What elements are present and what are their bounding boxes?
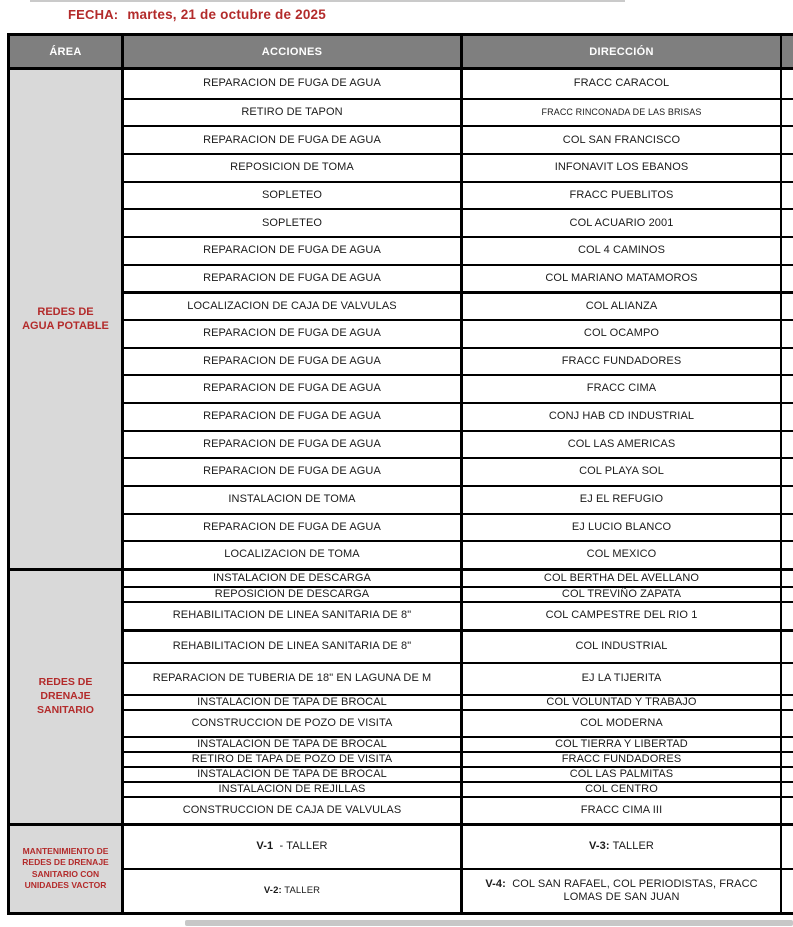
direccion-cell-prefix: V-3: (589, 840, 610, 853)
direccion-cell-text: COL MEXICO (586, 548, 657, 561)
accion-cell-prefix: V-2: (263, 885, 282, 897)
table-row (124, 70, 793, 98)
table-body (10, 70, 793, 912)
cutoff-cell (782, 266, 793, 292)
direccion-cell (463, 632, 782, 662)
direccion-cell-text: INFONAVIT LOS EBANOS (554, 161, 689, 174)
direccion-cell-text: COL SAN RAFAEL, COL PERIODISTAS, FRACC LOMAS DE SAN JUAN (505, 877, 761, 903)
direccion-cell-text: FRACC CIMA (586, 382, 657, 395)
accion-cell (124, 210, 463, 236)
accion-cell-text: INSTALACION DE TOMA (228, 493, 356, 506)
cutoff-cell (782, 70, 793, 98)
accion-cell-text: REHABILITACION DE LINEA SANITARIA DE 8" (172, 609, 412, 622)
direccion-cell-text: COL CAMPESTRE DEL RIO 1 (545, 609, 698, 622)
accion-cell (124, 376, 463, 402)
accion-cell (124, 783, 463, 796)
direccion-cell (463, 294, 782, 319)
accion-cell (124, 459, 463, 485)
direccion-cell-text: COL TREVIÑO ZAPATA (561, 587, 682, 600)
direccion-cell-text: COL SAN FRANCISCO (562, 133, 681, 146)
table-row (124, 571, 793, 586)
table-row (124, 601, 793, 629)
direccion-cell (463, 826, 782, 868)
scan-artifact-bottom (185, 920, 793, 926)
direccion-cell (463, 155, 782, 181)
direccion-cell (463, 183, 782, 209)
direccion-cell (463, 404, 782, 430)
accion-cell (124, 266, 463, 292)
accion-cell (124, 70, 463, 98)
direccion-cell (463, 603, 782, 629)
cutoff-cell (782, 696, 793, 709)
direccion-cell-text: CONJ HAB CD INDUSTRIAL (548, 410, 695, 423)
direccion-cell (463, 432, 782, 458)
direccion-cell (463, 711, 782, 736)
cutoff-cell (782, 100, 793, 126)
direccion-cell (463, 459, 782, 485)
direccion-cell-text: EJ EL REFUGIO (579, 493, 664, 506)
cutoff-cell (782, 321, 793, 347)
cutoff-cell (782, 155, 793, 181)
table-section-3 (10, 823, 793, 912)
accion-cell-text: - TALLER (273, 840, 328, 853)
table-row (124, 236, 793, 264)
section-rows (124, 571, 793, 823)
direccion-cell (463, 753, 782, 766)
table-row (124, 826, 793, 868)
accion-cell (124, 238, 463, 264)
schedule-table (7, 33, 793, 915)
fecha-value: martes, 21 de octubre de 2025 (127, 7, 326, 22)
accion-cell (124, 711, 463, 736)
fecha-label: FECHA: (68, 7, 119, 22)
accion-cell (124, 603, 463, 629)
cutoff-cell (782, 238, 793, 264)
cutoff-cell (782, 376, 793, 402)
table-header-row (10, 36, 793, 70)
accion-cell-text: REPARACION DE FUGA DE AGUA (203, 271, 381, 284)
direccion-cell-text: COL BERTHA DEL AVELLANO (543, 571, 700, 584)
table-row (124, 766, 793, 781)
section-rows (124, 826, 793, 912)
cutoff-cell (782, 826, 793, 868)
direccion-cell-prefix: V-4: (485, 877, 506, 890)
table-row (124, 98, 793, 126)
column-header-area: ÁREA (10, 36, 124, 67)
table-row (124, 694, 793, 709)
accion-cell-text: REPARACION DE FUGA DE AGUA (203, 244, 381, 257)
accion-cell (124, 664, 463, 694)
accion-cell (124, 588, 463, 601)
cutoff-cell (782, 664, 793, 694)
accion-cell-text: REPARACION DE FUGA DE AGUA (203, 465, 381, 478)
table-row (124, 125, 793, 153)
cutoff-cell (782, 768, 793, 781)
column-header-acciones: ACCIONES (124, 36, 463, 67)
table-row (124, 629, 793, 662)
accion-cell-text: LOCALIZACION DE CAJA DE VALVULAS (187, 299, 397, 312)
accion-cell (124, 632, 463, 662)
accion-cell-text: INSTALACION DE REJILLAS (218, 782, 366, 795)
cutoff-cell (782, 349, 793, 375)
cutoff-cell (782, 432, 793, 458)
accion-cell-text: CONSTRUCCION DE POZO DE VISITA (191, 716, 393, 729)
scan-artifact-top (30, 0, 625, 2)
direccion-cell (463, 542, 782, 568)
cutoff-cell (782, 798, 793, 823)
accion-cell-text: REPOSICION DE DESCARGA (214, 587, 370, 600)
direccion-cell-text: COL INDUSTRIAL (575, 640, 668, 653)
direccion-cell (463, 127, 782, 153)
accion-cell (124, 487, 463, 513)
accion-cell-text: REHABILITACION DE LINEA SANITARIA DE 8" (172, 640, 412, 653)
accion-cell (124, 404, 463, 430)
direccion-cell (463, 664, 782, 694)
cutoff-cell (782, 542, 793, 568)
accion-cell (124, 768, 463, 781)
accion-cell (124, 349, 463, 375)
accion-cell (124, 432, 463, 458)
accion-cell-text: REPARACION DE FUGA DE AGUA (203, 77, 381, 90)
cutoff-cell (782, 404, 793, 430)
table-row (124, 662, 793, 694)
direccion-cell-text: EJ LUCIO BLANCO (571, 520, 672, 533)
accion-cell (124, 100, 463, 126)
accion-cell-text: INSTALACION DE TAPA DE BROCAL (197, 767, 387, 780)
accion-cell-text: REPARACION DE TUBERIA DE 18" EN LAGUNA DE M (152, 672, 432, 685)
table-row (124, 402, 793, 430)
direccion-cell-text: TALLER (609, 840, 654, 853)
direccion-cell (463, 376, 782, 402)
accion-cell-text: SOPLETEO (261, 216, 323, 229)
date-line (68, 7, 326, 22)
accion-cell (124, 183, 463, 209)
direccion-cell (463, 266, 782, 292)
section-rows (124, 70, 793, 568)
cutoff-cell (782, 870, 793, 912)
area-cell: REDES DE DRENAJE SANITARIO (10, 571, 124, 823)
accion-cell-text: REPARACION DE FUGA DE AGUA (203, 354, 381, 367)
direccion-cell-text: COL OCAMPO (583, 327, 660, 340)
direccion-cell (463, 768, 782, 781)
accion-cell-text: REPARACION DE FUGA DE AGUA (203, 437, 381, 450)
table-section-2 (10, 568, 793, 823)
cutoff-cell (782, 183, 793, 209)
table-row (124, 751, 793, 766)
table-row (124, 485, 793, 513)
table-row (124, 796, 793, 823)
cutoff-cell (782, 603, 793, 629)
direccion-cell-text: COL ACUARIO 2001 (569, 216, 674, 229)
cutoff-cell (782, 487, 793, 513)
direccion-cell (463, 210, 782, 236)
direccion-cell-text: COL ALIANZA (585, 299, 658, 312)
accion-cell (124, 294, 463, 319)
direccion-cell (463, 798, 782, 823)
direccion-cell-text: COL MARIANO MATAMOROS (545, 271, 698, 284)
direccion-cell (463, 515, 782, 541)
cutoff-cell (782, 459, 793, 485)
accion-cell (124, 321, 463, 347)
cutoff-cell (782, 711, 793, 736)
table-row (124, 347, 793, 375)
accion-cell-text: REPOSICION DE TOMA (230, 161, 354, 174)
direccion-cell-text: COL TIERRA Y LIBERTAD (555, 737, 688, 750)
accion-cell-prefix: V-1 (256, 840, 274, 853)
direccion-cell (463, 870, 782, 912)
direccion-cell (463, 349, 782, 375)
direccion-cell (463, 70, 782, 98)
direccion-cell-text: FRACC FUNDADORES (561, 354, 682, 367)
accion-cell-text: INSTALACION DE TAPA DE BROCAL (197, 737, 387, 750)
accion-cell (124, 571, 463, 586)
column-header-cutoff (782, 36, 793, 67)
direccion-cell (463, 783, 782, 796)
direccion-cell-text: FRACC PUEBLITOS (569, 188, 674, 201)
cutoff-cell (782, 783, 793, 796)
direccion-cell-text: FRACC FUNDADORES (561, 752, 682, 765)
direccion-cell-text: FRACC CARACOL (573, 77, 670, 90)
direccion-cell-text: COL MODERNA (580, 716, 663, 729)
cutoff-cell (782, 210, 793, 236)
table-row (124, 208, 793, 236)
direccion-cell-text: EJ LA TIJERITA (581, 672, 662, 685)
table-row (124, 736, 793, 751)
table-row (124, 430, 793, 458)
accion-cell (124, 826, 463, 868)
table-row (124, 153, 793, 181)
accion-cell-text: RETIRO DE TAPA DE POZO DE VISITA (191, 752, 393, 765)
direccion-cell (463, 100, 782, 126)
direccion-cell (463, 487, 782, 513)
table-row (124, 374, 793, 402)
direccion-cell-text: FRACC RINCONADA DE LAS BRISAS (541, 107, 702, 118)
direccion-cell-text: COL LAS PALMITAS (569, 767, 674, 780)
table-row (124, 513, 793, 541)
accion-cell-text: REPARACION DE FUGA DE AGUA (203, 410, 381, 423)
table-row (124, 540, 793, 568)
accion-cell-text: LOCALIZACION DE TOMA (224, 548, 360, 561)
table-row (124, 868, 793, 912)
accion-cell-text: RETIRO DE TAPON (241, 105, 343, 118)
area-cell: MANTENIMIENTO DE REDES DE DRENAJE SANITARIO CON UNIDADES VACTOR (10, 826, 124, 912)
accion-cell (124, 515, 463, 541)
cutoff-cell (782, 738, 793, 751)
accion-cell-text: REPARACION DE FUGA DE AGUA (203, 382, 381, 395)
table-row (124, 709, 793, 736)
table-row (124, 457, 793, 485)
table-section-1 (10, 70, 793, 568)
accion-cell (124, 696, 463, 709)
cutoff-cell (782, 588, 793, 601)
cutoff-cell (782, 294, 793, 319)
cutoff-cell (782, 515, 793, 541)
accion-cell (124, 798, 463, 823)
direccion-cell (463, 588, 782, 601)
direccion-cell-text: COL CENTRO (585, 782, 658, 795)
table-row (124, 781, 793, 796)
accion-cell-text: INSTALACION DE TAPA DE BROCAL (197, 695, 387, 708)
accion-cell (124, 870, 463, 912)
accion-cell-text: REPARACION DE FUGA DE AGUA (203, 520, 381, 533)
accion-cell-text: SOPLETEO (261, 188, 323, 201)
table-row (124, 586, 793, 601)
direccion-cell (463, 696, 782, 709)
direccion-cell-text: FRACC CIMA III (580, 803, 663, 816)
direccion-cell-text: COL VOLUNTAD Y TRABAJO (546, 695, 697, 708)
table-row (124, 264, 793, 292)
accion-cell (124, 738, 463, 751)
accion-cell (124, 155, 463, 181)
accion-cell-text: REPARACION DE FUGA DE AGUA (203, 327, 381, 340)
area-cell: REDES DE AGUA POTABLE (10, 70, 124, 568)
table-row (124, 291, 793, 319)
cutoff-cell (782, 127, 793, 153)
direccion-cell (463, 738, 782, 751)
accion-cell-text: INSTALACION DE DESCARGA (213, 571, 371, 584)
accion-cell-text: TALLER (281, 885, 321, 897)
accion-cell (124, 542, 463, 568)
cutoff-cell (782, 632, 793, 662)
accion-cell-text: CONSTRUCCION DE CAJA DE VALVULAS (182, 803, 402, 816)
direccion-cell-text: COL LAS AMERICAS (567, 437, 676, 450)
direccion-cell (463, 321, 782, 347)
column-header-direccion: DIRECCIÓN (463, 36, 782, 67)
direccion-cell (463, 571, 782, 586)
direccion-cell-text: COL PLAYA SOL (579, 465, 664, 478)
direccion-cell (463, 238, 782, 264)
cutoff-cell (782, 753, 793, 766)
accion-cell-text: REPARACION DE FUGA DE AGUA (203, 133, 381, 146)
accion-cell (124, 753, 463, 766)
table-row (124, 181, 793, 209)
accion-cell (124, 127, 463, 153)
cutoff-cell (782, 571, 793, 586)
direccion-cell-text: COL 4 CAMINOS (577, 244, 666, 257)
table-row (124, 319, 793, 347)
